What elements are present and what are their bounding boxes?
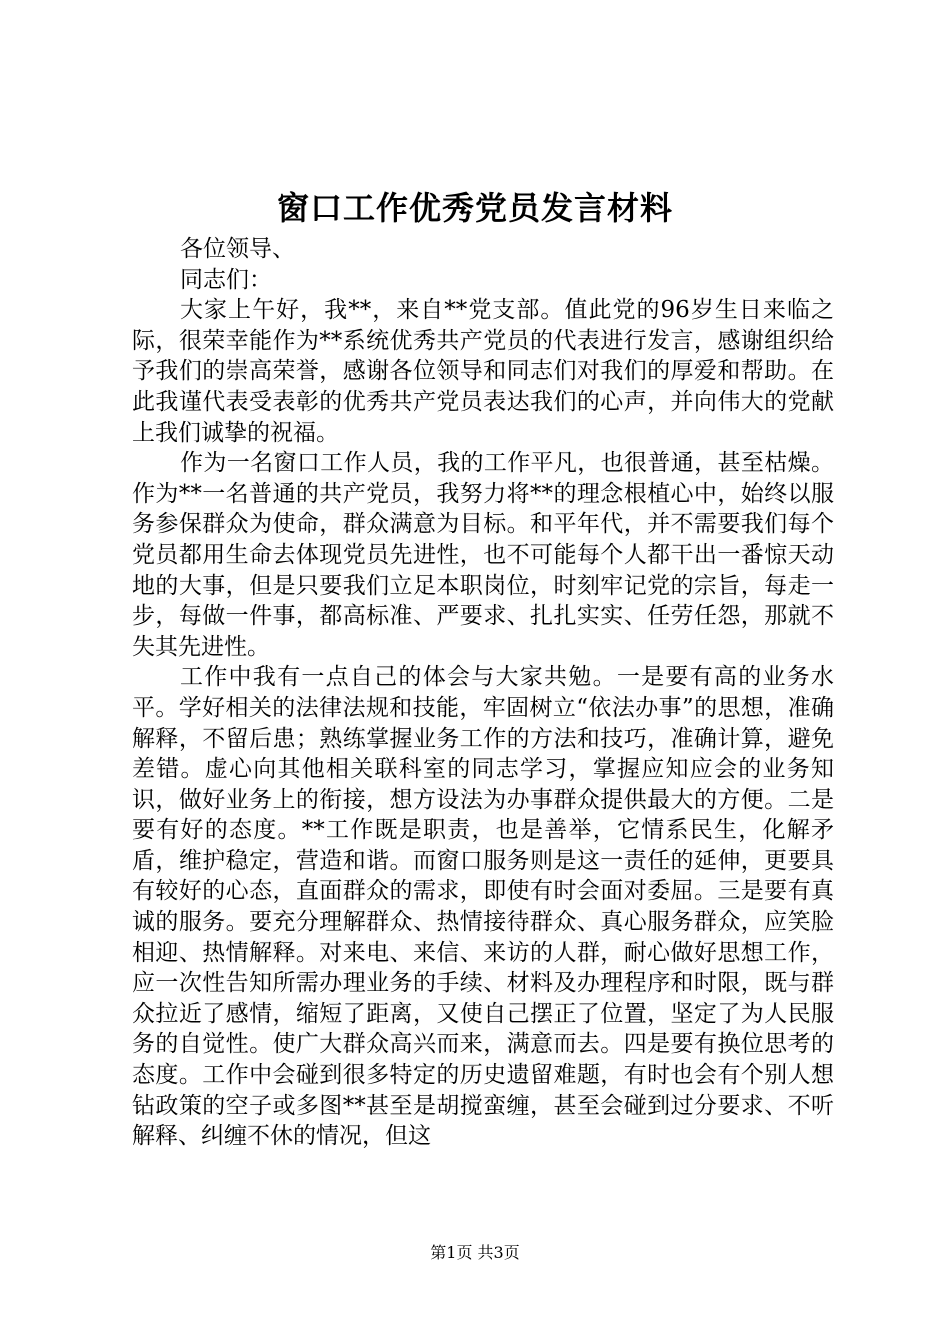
paragraph-2: 作为一名窗口工作人员，我的工作平凡，也很普通，甚至枯燥。作为**一名普通的共产党员，我努力将**的理念根植心中，始终以服务参保群众为使命，群众满意为目标。和平年代，并不需要我们每个党员都用生命去体现党员先进性，也不可能每个人都干出一番惊天动地的大事，但是只要我们立足本职岗位，时刻牢记党的宗旨，每走一步，每做一件事，都高标准、严要求、扎扎实实、任劳任怨，那就不失其先进性。 [132,450,834,660]
document-body [132,234,834,1152]
document-title: 窗口工作优秀党员发言材料 [276,189,673,227]
page-footer: 第1页 共3页 [430,1243,520,1262]
salutation-line-1: 各位领导、 [180,236,295,262]
paragraph-1: 大家上午好，我**，来自**党支部。值此党的96岁生日来临之际，很荣幸能作为**系统优秀共产党员的代表进行发言，感谢组织给予我们的崇高荣誉，感谢各位领导和同志们对我们的厚爱和帮助。在此我谨代表受表彰的优秀共产党员表达我们的心声，并向伟大的党献上我们诚挚的祝福。 [132,297,834,446]
salutation-line-2: 同志们： [180,266,272,293]
paragraph-3: 工作中我有一点自己的体会与大家共勉。一是要有高的业务水平。学好相关的法律法规和技能，牢固树立“依法办事”的思想，准确解释，不留后患；熟练掌握业务工作的方法和技巧，准确计算，避免差错。虚心向其他相关联科室的同志学习，掌握应知应会的业务知识，做好业务上的衔接，想方设法为办事群众提供最大的方便。二是要有好的态度。**工作既是职责，也是善举，它情系民生，化解矛盾，维护稳定，营造和谐。而窗口服务则是这一责任的延伸，更要具有较好的心态，直面群众的需求，即使有时会面对委屈。三是要有真诚的服务。要充分理解群众、热情接待群众、真心服务群众，应笑脸相迎、热情解释。对来电、来信、来访的人群，耐心做好思想工作，应一次性告知所需办理业务的手续、材料及办理程序和时限，既与群众拉近了感情，缩短了距离，又使自己摆正了位置，坚定了为人民服务的自觉性。使广大群众高兴而来，满意而去。四是要有换位思考的态度。工作中会碰到很多特定的历史遗留难题，有时也会有个别人想钻政策的空子或多图**甚至是胡搅蛮缠，甚至会碰到过分要求、不听解释、纠缠不休的情况，但这 [132,664,834,1150]
